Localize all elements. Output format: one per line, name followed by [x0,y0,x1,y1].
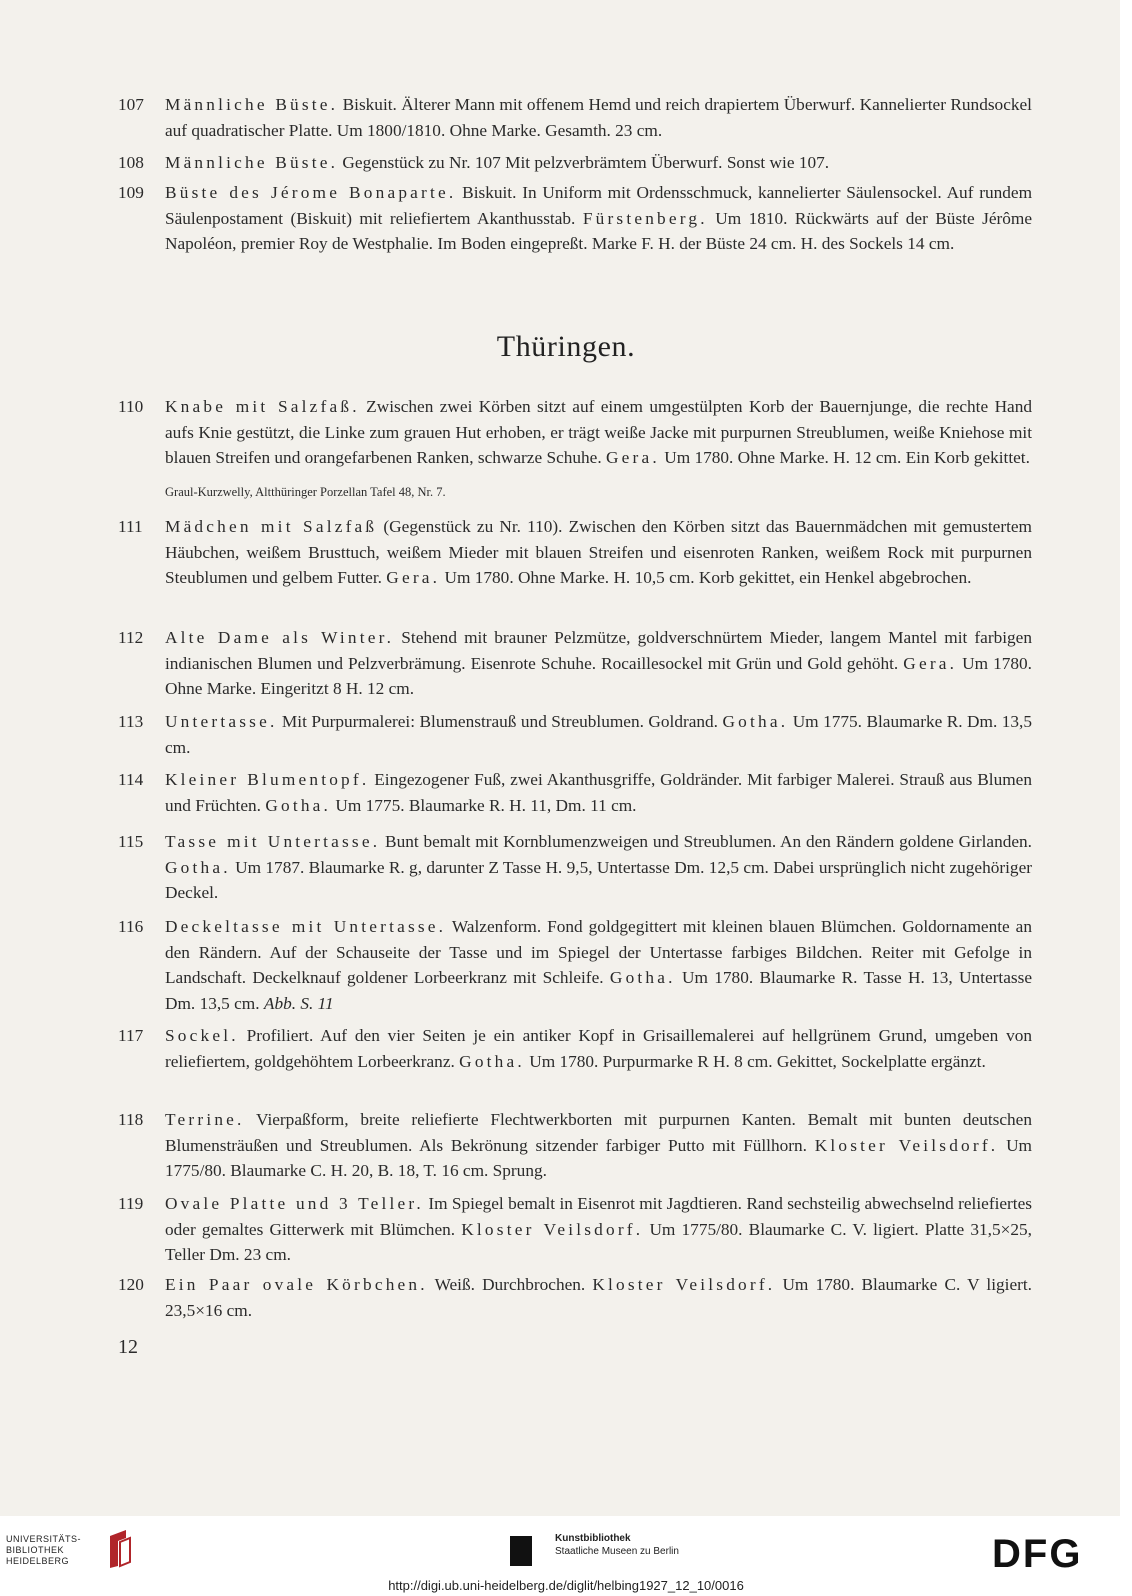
entry-title: Alte Dame als Winter. [165,628,395,647]
entry-description-cont: Um 1775. Blaumarke R. Dm. 13,5 cm. [165,712,1032,757]
entry-title: Ein Paar ovale Körbchen. [165,1275,428,1294]
entry-title: Deckeltasse mit Untertasse. [165,917,447,936]
entry-manufactory: Gotha. [722,712,789,731]
entry-text [165,914,1032,1016]
entry-number: 108 [118,153,144,172]
entry-manufactory: Kloster Veilsdorf. [461,1219,644,1239]
entry-number: 113 [118,712,144,731]
entry-manufactory: Gera. [386,568,441,588]
entry-title: Kleiner Blumentopf. [165,770,370,789]
entry-description: Profiliert. Auf den vier Seiten je ein antiker Kopf in Grisaillemalerei auf hellgrünem Grund, umgeben von reliefiertem, goldgehöhtem Lorbeerkranz. [165,1026,1032,1071]
catalog-entry-112 [118,625,1032,702]
permalink-url[interactable]: http://digi.ub.uni-heidelberg.de/diglit/helbing1927_12_10/0016 [388,1578,744,1593]
entry-description: Zwischen zwei Körben sitzt auf einem umgestülpten Korb der Bauernjunge, die rechte Hand aufs Knie gestützt, die Linke zum grauen Hut erhoben, er trägt weiße Jacke mit purpurnen Streublumen, weiße Kniehose mit blauen Streifen und orangefarbenen Ranken, schwarze Schuhe. [165,397,1032,468]
digitization-footer [0,1516,1132,1596]
entry-manufactory: Gotha. [609,968,676,988]
entry-manufactory: Fürstenberg. [582,208,708,228]
entry-text [165,709,1032,760]
entry-manufactory: Gera. [903,653,958,673]
entry-text [165,625,1032,702]
kunstbibliothek-name: Kunstbibliothek Staatliche Museen zu Berlin [555,1533,679,1557]
catalog-entry-114 [118,767,1032,818]
entry-description-cont: Um 1780. Blaumarke R. Tasse H. 13, Untertasse Dm. 13,5 cm. [165,968,1032,1013]
entry-description: Eingezogener Fuß, zwei Akanthusgriffe, Goldränder. Mit farbiger Malerei. Strauß aus Blumen und Früchten. [165,770,1032,815]
entry-description: (Gegenstück zu Nr. 110). Zwischen den Körben sitzt das Bauernmädchen mit gemustertem Häubchen, weißem Brusttuch, weißem Mieder mit blauen Streifen und eisenroten Ranken, weißem Rock mit purpurnen Steublumen und gelbem Futter. [165,517,1033,588]
entry-number: 107 [118,95,144,114]
entry-description: Walzenform. Fond goldgegittert mit kleinen blauen Blümchen. Goldornamente an den Rändern. Auf der Schauseite der Tasse und im Spiegel der Untertasse farbiges Bildchen. Reiter mit Gefolge in Landschaft. Deckelknauf goldener Lorbeerkranz mit Schleife. [165,917,1032,988]
entry-text [165,150,1032,176]
entry-title: Büste des Jérome Bonaparte. [165,183,457,202]
entry-title: Tasse mit Untertasse. [165,832,381,851]
entry-description: Weiß. Durchbrochen. [427,1275,593,1294]
entry-text [165,1023,1032,1074]
catalog-entry-119 [118,1191,1032,1268]
catalog-entry-111 [118,514,1032,591]
entry-description: Vierpaßform, breite reliefierte Flechtwerkborten mit purpurnen Kanten. Bemalt mit bunten deutschen Blumensträußen und Streublumen. Als Bekrönung sitzender farbiger Putto mit Füllhorn. [165,1110,1032,1155]
catalog-entry-120 [118,1272,1032,1323]
entry-description-cont: Um 1780. Ohne Marke. H. 12 cm. Ein Korb gekittet. [659,448,1030,468]
entry-number: 114 [118,770,144,789]
page-number: 12 [118,1336,138,1358]
entry-title: Männliche Büste. [165,95,339,114]
entry-title: Sockel. [165,1026,239,1045]
entry-number: 110 [118,397,144,416]
catalog-entry-113 [118,709,1032,760]
entry-description: Biskuit. Älterer Mann mit offenem Hemd und reich drapiertem Überwurf. Kannelierter Rundsockel auf quadratischer Platte. Um 1800/1810. Ohne Marke. Gesamth. 23 cm. [165,95,1032,140]
entry-description: Im Spiegel bemalt in Eisenrot mit Jagdtieren. Rand sechsteilig abwechselnd reliefiertes oder gemaltes Gitterwerk mit Blümchen. [165,1194,1033,1239]
entry-number: 119 [118,1194,144,1213]
entry-title: Untertasse. [165,712,278,731]
entry-number: 117 [118,1026,144,1045]
entry-number: 111 [118,517,143,536]
entry-number: 115 [118,832,144,851]
entry-description-cont: Um 1780. Purpurmarke R H. 8 cm. Gekittet, Sockelplatte ergänzt. [524,1051,986,1071]
entry-number: 109 [118,183,144,202]
catalog-entry-108 [118,150,1032,176]
literature-reference: Graul-Kurzwelly, Altthüringer Porzellan Tafel 48, Nr. 7. [165,485,446,499]
entry-text [165,767,1032,818]
entry-text [165,829,1032,906]
entry-description-cont: Um 1780. Blaumarke C. V ligiert. 23,5×16 cm. [165,1275,1032,1320]
entry-text [165,1191,1032,1268]
catalog-entry-117 [118,1023,1032,1074]
entry-description-cont: Um 1775/80. Blaumarke C. H. 20, B. 18, T. 16 cm. Sprung. [165,1135,1032,1181]
entry-manufactory: Gotha. [459,1051,525,1071]
entry-description-cont: Um 1775. Blaumarke R. H. 11, Dm. 11 cm. [331,795,637,815]
entry-text [165,180,1032,257]
entry-text [165,394,1032,471]
entry-text [165,514,1032,591]
section-heading: Thüringen. [496,330,636,363]
entry-description-cont: Um 1780. Ohne Marke. Eingeritzt 8 H. 12 cm. [165,653,1032,699]
entry-description: Bunt bemalt mit Kornblumenzweigen und Streublumen. An den Rändern goldene Girlanden. [380,832,1032,851]
catalog-entry-118 [118,1107,1032,1184]
entry-description-cont: Um 1775/80. Blaumarke C. V. ligiert. Platte 31,5×25, Teller Dm. 23 cm. [165,1219,1032,1265]
entry-number: 120 [118,1275,144,1294]
entry-manufactory: Gotha. [265,795,332,815]
entry-title: Männliche Büste. [165,153,339,172]
illustration-ref: Abb. S. 11 [263,993,334,1013]
entry-description: Gegenstück zu Nr. 107 Mit pelzverbrämtem Überwurf. Sonst wie 107. [338,153,830,172]
entry-manufactory: Kloster Veilsdorf. [592,1275,776,1294]
entry-description: Mit Purpurmalerei: Blumenstrauß und Streublumen. Goldrand. [277,712,723,731]
entry-description: Biskuit. In Uniform mit Ordensschmuck, kannelierter Säulensockel. Auf rundem Säulenpostament (Biskuit) mit reliefiertem Akanthusstab. [165,183,1033,228]
entry-description: Stehend mit brauner Pelzmütze, goldverschnürtem Mieder, langem Mantel mit farbigen indianischen Blumen und Pelzverbrämung. Eisenrote Schuhe. Rocaillesockel mit Grün und Gold gehöht. [165,628,1032,673]
entry-manufactory: Gera. [605,448,660,468]
catalog-entry-107 [118,92,1032,143]
entry-manufactory: Gotha. [165,857,231,877]
entry-title: Knabe mit Salzfaß. [165,397,360,416]
entry-title: Mädchen mit Salzfaß [165,517,378,536]
entry-text [165,1272,1032,1323]
heidelberg-logo-icon [104,1528,134,1570]
heidelberg-library-name: UNIVERSITÄTS- BIBLIOTHEK HEIDELBERG [6,1534,82,1566]
entry-description-cont: Um 1780. Ohne Marke. H. 10,5 cm. Korb gekittet, ein Henkel abgebrochen. [440,568,972,588]
entry-title: Ovale Platte und 3 Teller. [165,1194,424,1213]
entry-description-cont: Um 1810. Rückwärts auf der Büste Jérôme Napoléon, premier Roy de Westphalie. Im Boden eingepreßt. Marke F. H. der Büste 24 cm. H. des Sockels 14 cm. [165,208,1032,254]
kunstbibliothek-logo-icon [510,1536,532,1566]
catalog-entry-110 [118,394,1032,471]
entry-number: 116 [118,917,144,936]
catalog-entry-115 [118,829,1032,906]
entry-title: Terrine. [165,1110,245,1129]
entry-manufactory: Kloster Veilsdorf. [814,1135,999,1155]
entry-number: 112 [118,628,144,647]
catalog-entry-116 [118,914,1032,1016]
entry-description-cont: Um 1787. Blaumarke R. g, darunter Z Tasse H. 9,5, Untertasse Dm. 12,5 cm. Dabei ursprünglich nicht zugehöriger Deckel. [165,857,1032,903]
entry-number: 118 [118,1110,144,1129]
dfg-logo: DFG [992,1532,1083,1576]
entry-text [165,92,1032,143]
entry-text [165,1107,1032,1184]
catalog-entry-109 [118,180,1032,257]
